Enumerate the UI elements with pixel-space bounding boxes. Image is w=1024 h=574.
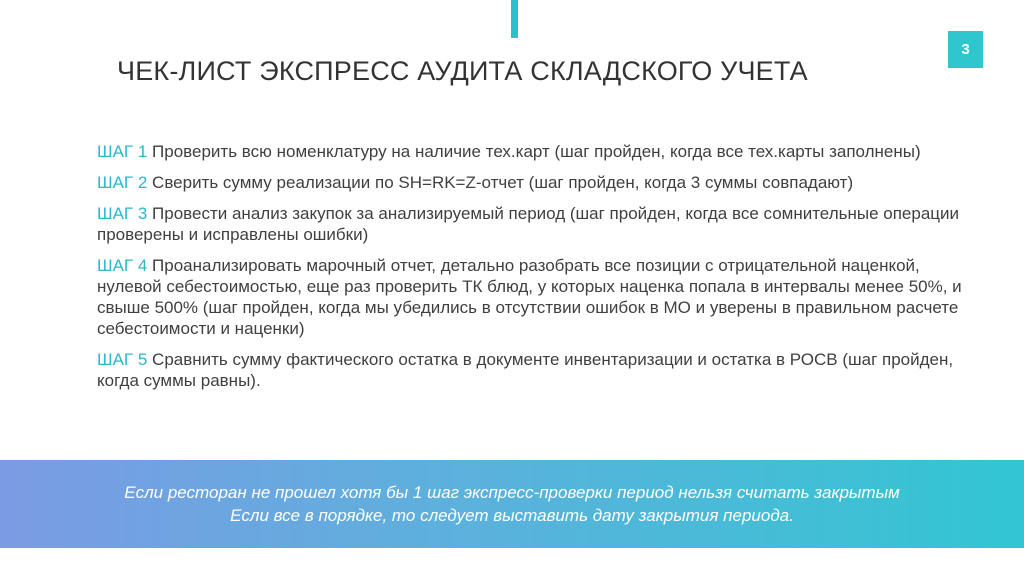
step-2 [97, 172, 967, 193]
step-1-label: ШАГ 1 [97, 142, 148, 161]
conclusion-banner [0, 460, 1024, 548]
step-4-label: ШАГ 4 [97, 256, 148, 275]
step-4-text: Проанализировать марочный отчет, детально разобрать все позиции с отрицательной наценкой, нулевой себестоимостью, еще раз проверить ТК блюд, у которых наценка попала в интервалы менее 50%, и свыше 500% (шаг пройден, когда мы убедились в отсутствии ошибок в МО и уверены в правильном расчете себестоимости и наценки) [97, 256, 962, 338]
banner-line-2: Если все в порядке, то следует выставить дату закрытия периода. [230, 506, 794, 525]
step-1-text: Проверить всю номенклатуру на наличие тех.карт (шаг пройден, когда все тех.карты заполнены) [152, 142, 921, 161]
slide-title: ЧЕК-ЛИСТ ЭКСПРЕСС АУДИТА СКЛАДСКОГО УЧЕТА [117, 56, 808, 86]
step-3-text: Провести анализ закупок за анализируемый период (шаг пройден, когда все сомнительные операции проверены и исправлены ошибки) [97, 204, 960, 244]
banner-line-1: Если ресторан не прошел хотя бы 1 шаг экспресс-проверки период нельзя считать закрытым [124, 483, 900, 502]
step-2-text: Сверить сумму реализации по SH=RK=Z-отчет (шаг пройден, когда 3 суммы совпадают) [152, 173, 854, 192]
step-1 [97, 141, 967, 162]
page-number: 3 [961, 41, 970, 58]
step-5-text: Сравнить сумму фактического остатка в документе инвентаризации и остатка в РОСВ (шаг пройден, когда суммы равны). [97, 350, 954, 390]
step-4 [97, 255, 967, 339]
step-5-label: ШАГ 5 [97, 350, 148, 369]
step-5 [97, 349, 967, 391]
steps-list [97, 141, 967, 401]
step-3-label: ШАГ 3 [97, 204, 148, 223]
top-accent-bar [511, 0, 518, 38]
step-3 [97, 203, 967, 245]
step-2-label: ШАГ 2 [97, 173, 148, 192]
page-number-badge [948, 31, 983, 68]
